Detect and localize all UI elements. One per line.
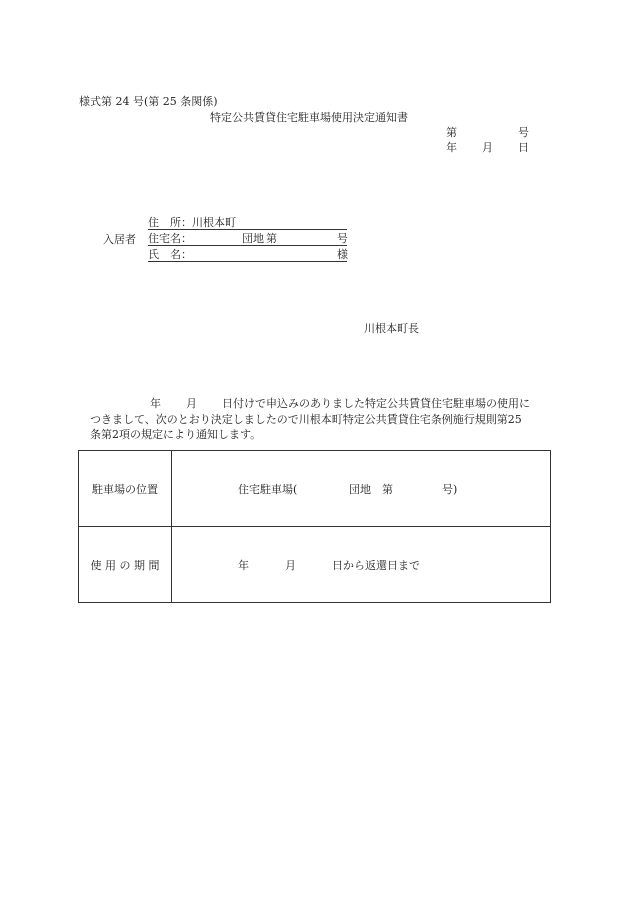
period-rest: 日から返還日まで — [332, 558, 420, 572]
date-year: 年 — [446, 141, 457, 154]
body-line3: 条第2項の規定により通知します。 — [90, 428, 262, 441]
body-line1-rest: 日付けで申込みのありました特定公共賃貸住宅駐車場の使用に — [222, 397, 530, 410]
body-line2: つきまして、次のとおり決定しましたので川根本町特定公共賃貸住宅条例施行規則第25 — [90, 413, 522, 426]
housing-number-suffix: 号 — [337, 232, 348, 245]
housing-number-prefix: 第 — [266, 232, 277, 245]
housing-estate: 団地 — [242, 232, 264, 245]
period-year: 年 — [238, 558, 249, 572]
doc-number-suffix: 号 — [518, 126, 529, 139]
issuer: 川根本町長 — [364, 322, 419, 335]
date-month: 月 — [482, 141, 493, 154]
address-value: 川根本町 — [192, 216, 236, 229]
date-day: 日 — [518, 141, 529, 154]
name-label: 氏 名： — [148, 248, 192, 261]
decision-table — [78, 450, 551, 603]
table-row-period — [79, 527, 551, 603]
table-row-location — [79, 451, 551, 527]
location-suffix: 号) — [442, 482, 458, 496]
housing-label: 住宅名： — [148, 232, 192, 245]
location-label: 駐車場の位置 — [79, 451, 172, 527]
body-month: 月 — [186, 397, 197, 410]
location-estate: 団地 第 — [349, 482, 393, 496]
period-value-cell — [172, 527, 551, 603]
address-underline — [148, 229, 347, 230]
document-title: 特定公共賃貸住宅駐車場使用決定通知書 — [210, 111, 408, 124]
period-month: 月 — [285, 558, 296, 572]
name-underline — [148, 261, 347, 262]
resident-label: 入居者 — [103, 233, 136, 246]
location-prefix: 住宅駐車場( — [238, 482, 298, 496]
honorific: 様 — [337, 248, 348, 261]
housing-underline — [148, 245, 347, 246]
form-number: 様式第 24 号(第 25 条関係) — [79, 95, 218, 108]
doc-number-prefix: 第 — [446, 126, 457, 139]
address-label: 住 所： — [148, 216, 192, 229]
body-year: 年 — [150, 397, 161, 410]
period-label: 使 用 の 期 間 — [79, 527, 172, 603]
location-value-cell — [172, 451, 551, 527]
